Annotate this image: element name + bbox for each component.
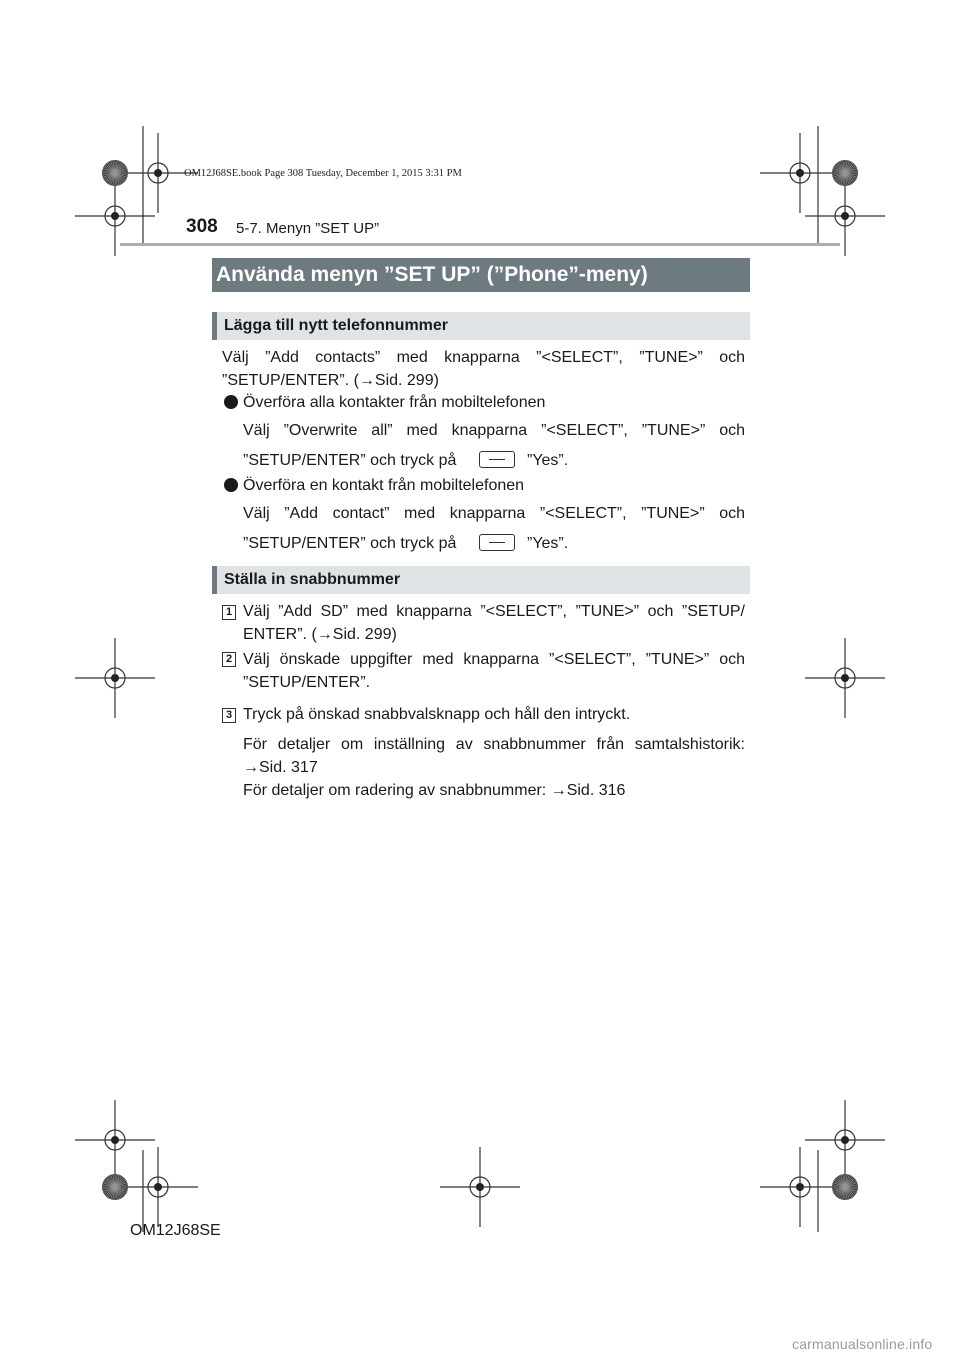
note-line-3: För detaljer om radering av snabbnummer: →Sid. 316: [243, 782, 626, 799]
intro-line-1: Välj ”Add contacts” med knapparna ”<SELECT”, ”TUNE>” och: [222, 349, 745, 366]
note-line-2: →Sid. 317: [243, 759, 318, 776]
phone-button-icon: [479, 451, 515, 468]
bullet-text-line-2: ”SETUP/ENTER” och tryck på: [243, 452, 457, 469]
note-line-1: För detaljer om inställning av snabbnummer från samtalshistorik:: [243, 736, 745, 753]
registration-mark-icon: [805, 638, 885, 718]
intro-line-2: ”SETUP/ENTER”. (→Sid. 299): [222, 372, 439, 389]
page-title: Använda menyn ”SET UP” (”Phone”-meny): [212, 258, 750, 292]
color-wheel-icon: [832, 160, 858, 186]
registration-mark-icon: [760, 133, 840, 213]
phone-button-icon: [479, 534, 515, 551]
header-rule: [120, 243, 840, 246]
registration-mark-icon: [75, 638, 155, 718]
step-number: 1: [222, 605, 236, 620]
book-stamp: OM12J68SE.book Page 308 Tuesday, December 1, 2015 3:31 PM: [184, 168, 462, 179]
watermark: carmanualsonline.info: [792, 1336, 933, 1352]
bullet-text-line-1: Välj ”Add contact” med knapparna ”<SELECT”, ”TUNE>” och: [243, 505, 745, 522]
color-wheel-icon: [832, 1174, 858, 1200]
bullet-text-yes: ”Yes”.: [527, 535, 569, 552]
bullet-title: Överföra en kontakt från mobiltelefonen: [243, 477, 525, 494]
registration-mark-icon: [805, 1100, 885, 1180]
step-number: 3: [222, 708, 236, 723]
bullet-icon: [224, 395, 238, 409]
bullet-title: Överföra alla kontakter från mobiltelefonen: [243, 394, 546, 411]
bullet-text-yes: ”Yes”.: [527, 452, 569, 469]
section-heading-speed-dial: Ställa in snabbnummer: [212, 566, 750, 594]
bullet-icon: [224, 478, 238, 492]
step-text-line-2: ”SETUP/ENTER”.: [243, 674, 371, 691]
registration-mark-icon: [118, 1147, 198, 1227]
color-wheel-icon: [102, 1174, 128, 1200]
section-heading-add-number: Lägga till nytt telefonnummer: [212, 312, 750, 340]
registration-mark-icon: [760, 1147, 840, 1227]
step-text-line-1: Tryck på önskad snabbvalsknapp och håll den intryckt.: [243, 706, 631, 723]
step-text-line-1: Välj önskade uppgifter med knapparna ”<SELECT”, ”TUNE>” och: [243, 651, 745, 668]
section-reference: 5-7. Menyn ”SET UP”: [236, 220, 380, 237]
document-code: OM12J68SE: [130, 1222, 221, 1239]
color-wheel-icon: [102, 160, 128, 186]
step-number: 2: [222, 652, 236, 667]
bullet-text-line-2: ”SETUP/ENTER” och tryck på: [243, 535, 457, 552]
step-text-line-2: ENTER”. (→Sid. 299): [243, 626, 397, 643]
step-text-line-1: Välj ”Add SD” med knapparna ”<SELECT”, ”TUNE>” och ”SETUP/: [243, 603, 745, 620]
page-number: 308: [186, 216, 218, 237]
bullet-text-line-1: Välj ”Overwrite all” med knapparna ”<SELECT”, ”TUNE>” och: [243, 422, 745, 439]
registration-mark-icon: [440, 1147, 520, 1227]
